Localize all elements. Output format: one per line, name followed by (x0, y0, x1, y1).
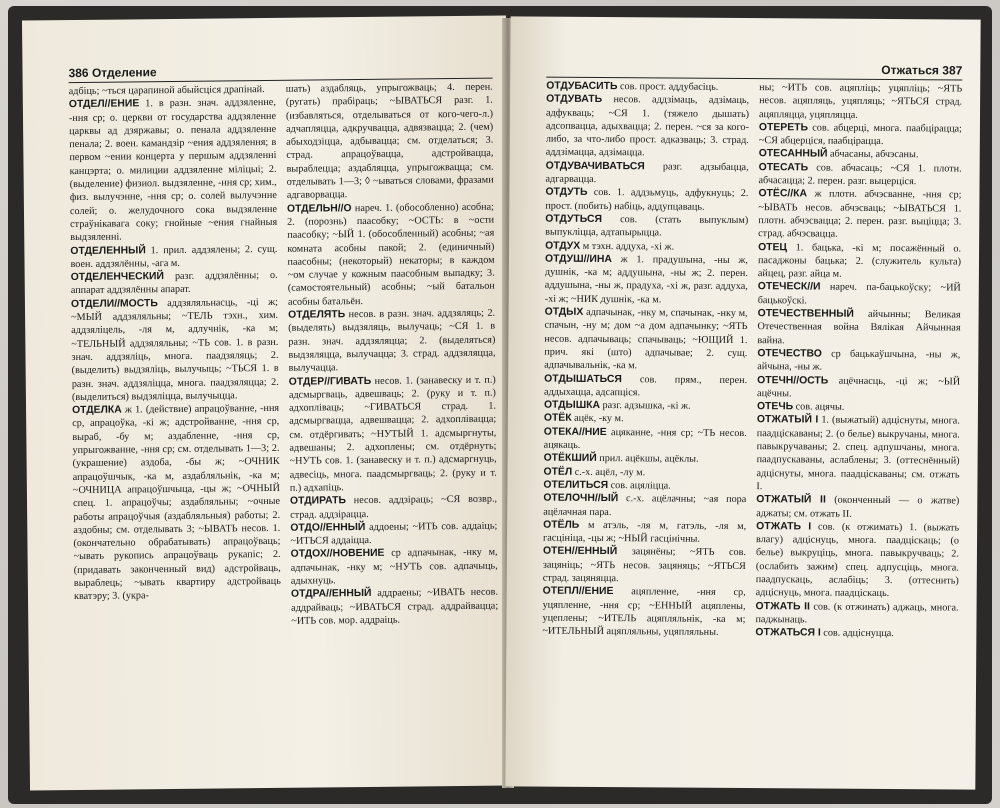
dictionary-entry: ОТДЕЛЬН//О нареч. 1. (обособленно) асобна; 2. (порознь) паасобку; ~ОСТЬ: в ~ости паасобку; ~ЫЙ 1. (обособленный) асобны; ~ая комната асобны пакой; 2. (единичный) паасобны; (некоторый) некаторы; в каждом ~ом случае у кожным паасобным выпадку; 3. (самостоятельный) асобны; ~ый батальон асобны батальён. (286, 201, 495, 308)
dictionary-entry: ОТЕЧЕСК//И нареч. па-бацькоўску; ~ИЙ бацькоўскі. (757, 281, 961, 307)
dictionary-entry: ОТЁКШИЙ прил. ацёкшы, ацёклы. (543, 452, 699, 466)
dictionary-entry: ОТЕСАТЬ сов. абчасаць; ~СЯ 1. плотн. абчасацца; 2. перен. разг. выцерціся. (758, 161, 962, 188)
dictionary-entry: ОТДЫШКА разг. адзышка, -кі ж. (543, 399, 691, 412)
dictionary-entry: адбіць; ~ться царапиной абыйсціся драпінай. (68, 84, 265, 98)
left-col-1 (69, 83, 283, 773)
dictionary-entry: ОТДУШ//ИНА ж 1. прадушына, -ны ж, душнік, -ка м; аддушына, -ны ж; 2. перен. аддушына, -ны ж, прадуха, -хі ж, разг. аддуха, -хі ж; ~НИК душнік, -ка м. (544, 253, 749, 306)
left-page-number: 386 (68, 65, 89, 81)
dictionary-entry: ОТДЕЛЕНЧЕСКИЙ разг. аддзялённы; о. аппарат аддзялённы апарат. (70, 270, 278, 297)
dictionary-entry: ОТЖАТЬСЯ I сов. адціснуцца. (755, 627, 894, 640)
dictionary-entry: ОТЁЛЬ м атэль, -ля м, гатэль, -ля м, гасцініца, -цы ж; ~НЫЙ гасцінічны. (543, 519, 747, 545)
dictionary-entry: ОТДЕЛЕННЫЙ 1. прил. аддзялены; 2. сущ. воен. аддзялённы, -ага м. (70, 243, 278, 270)
right-page-number: 387 (942, 63, 963, 78)
dictionary-entry: ОТДУТЬ сов. 1. аддзьмуць, адфукнуць; 2. прост. (побить) набіць, аддупцаваць. (545, 186, 749, 213)
dictionary-entry: ОТЕЦ 1. бацька, -кі м; посажённый о. пасаджоны бацька; 2. (служитель культа) айцец, разг. айца м. (757, 241, 962, 280)
dictionary-entry: ОТЖАТЫЙ II (оконченный — о жатве) аджаты; см. отжать II. (756, 494, 960, 520)
dictionary-entry: ОТЁС//КА ж плотн. абчэсванне, -ння ср; ~ЫВАТЬ несов. абчэсваць; ~ЫВАТЬСЯ 1. плотн. абчэсвацца; 2. перен. разг. выціцца; 3. страд. абчэсвацца. (758, 188, 962, 240)
dictionary-entry: ОТДУВАТЬ несов. аддзімаць, адзімаць, адфукваць; ~СЯ 1. (тяжело дышать) адсопвацца, адыхвацца; 2. перен. ~ся за кого-либо, за что-либо прост. адказваць; 3. страд. аддзімацца, адзімацца. (545, 93, 750, 159)
dictionary-entry: ОТЕПЛ//ЕНИЕ ацяпленне, -ння ср, уцяпленне, -ння ср; ~ЕННЫЙ ацяплены, уцеплены; ~ИТЕЛЬ ацяпляльнік, -ка м; ~ИТЕЛЬНЫЙ ацяпляльны, уцяпляльны. (542, 585, 746, 639)
dictionary-entry: ОТДОХ//НОВЕНИЕ ср адпачынак, -нку м, адпачынак, -нку м; ~НУТЬ сов. адпачыць, адыхнуць. (290, 546, 498, 587)
dictionary-entry: ОТЕЧН//ОСТЬ ацёчнасць, -ці ж; ~ЫЙ ацёчны. (757, 374, 961, 400)
dictionary-entry: ОТЕЧЕСТВО ср бацькаўшчына, -ны ж, айчына, -ны ж. (757, 348, 961, 373)
dictionary-entry: ОТДЕЛ//ЕНИЕ 1. в разн. знач. аддзяленне, -ння ср; о. церкви от государства аддзяленне царквы ад дзяржавы; о. пенала аддзяленне пенала; 2. воен. камандзір ~ения аддзялення; в первом ~ении концерта у першым аддзяленні канцэрта; о. милиции аддзяленне міліцыі; 2. (выделение) физиол. выдзяленне, -ння ср; хим., физ. вылучэнне, -ння ср; о. солей вылучэнне солей; о. желудочного сока выдзяленне страўнікавага соку; гнойные ~ения гнайныя выдзяленні. (68, 97, 278, 244)
dictionary-entry: ОТДРА//ЕННЫЙ аддраены; ~ИВАТЬ несов. аддрайваць; ~ИВАТЬСЯ страд. аддрайвацца; ~ИТЬ сов. мор. аддраіць. (290, 586, 499, 627)
dictionary-entry: ОТЕЧЬ сов. ацячы. (756, 401, 845, 413)
dictionary-entry: ОТДЕЛЯТЬ несов. в разн. знач. аддзяляць; 2. (выделять) выдзяляць, вылучаць; ~СЯ 1. в разн. знач. аддзяляцца; 2. (выделяться) выдзяляцца, вылучацца; 3. страд. аддзяляцца, вылучацца. (288, 307, 496, 375)
dictionary-entry: ОТЖАТЬ II сов. (к отжинать) аджаць, многа. паджынаць. (755, 600, 959, 626)
dictionary-entry: ОТДУХ м тэхн. аддуха, -хі ж. (545, 240, 675, 253)
dictionary-entry: ОТЕЛОЧН//ЫЙ с.-х. ацёлачны; ~ая пора ацёлачная пара. (543, 492, 747, 518)
book (8, 6, 992, 804)
dictionary-entry: ОТЁК ацёк, -ку м. (543, 413, 624, 425)
dictionary-entry: ОТЖАТЬ I сов. (к отжимать) 1. (выжать влагу) адціснуць, многа. паадціскаць; (о белье) выкруціць, многа. павыкручваць; 2. (ослабить зажим) спец. адпусціць, многа. паадпускаць, аслабіць; 3. (оттеснить) адціснуць, многа. паадціскаць. (755, 520, 960, 600)
dictionary-entry: ОТЕН//ЕННЫЙ зацянёны; ~ЯТЬ сов. зацяніць; ~ЯТЬ несов. зацяняць; ~ЯТЬСЯ страд. зацяняцца. (542, 545, 746, 585)
dictionary-entry: ОТДУБАСИТЬ сов. прост. аддубасіць. (546, 80, 719, 93)
right-col-2 (754, 81, 962, 770)
dictionary-entry: ОТЕЧЕСТВЕННЫЙ айчынны; Великая Отечественная война Вялікая Айчынная вайна. (757, 308, 961, 346)
right-col-1 (541, 80, 749, 769)
right-page-header (546, 61, 962, 81)
dictionary-entry: ОТДУТЬСЯ сов. (стать выпуклым) выпукліцца, адтапырыцца. (545, 213, 749, 239)
dictionary-entry: ОТДЫШАТЬСЯ сов. прям., перен. аддыхацца, адсапціся. (544, 373, 748, 399)
dictionary-entry: ОТДЕЛИ//МОСТЬ аддзяляльнасць, -ці ж; ~МЫЙ аддзяляльны; ~ТЕЛЬ тэхн., хим. аддзяліцель, -ля м, адлучнік, -ка м; ~ТЕЛЬНЫЙ аддзяляльны; ~ТЬ сов. 1. в разн. знач. аддзяліць, многа. паадзяляць; 2. (выделить) выдзяліць, вылучыць; ~ТЬСЯ 1. в разн. знач. аддзяліцца, многа. паадзяляцца; 2. (выделиться) выдзяліцца, вылучыцца. (70, 296, 279, 403)
dictionary-entry: ОТЕРЕТЬ сов. абцерці, многа. паабцірацца; ~СЯ абцерціся, паабцірацца. (758, 121, 962, 148)
dictionary-entry: ОТДО//ЕННЫЙ аддоены; ~ИТЬ сов. аддаіць; ~ИТЬСЯ аддаіцца. (290, 520, 498, 547)
left-page-header (68, 62, 492, 83)
dictionary-entry: ОТЕСАННЫЙ абчасаны, абчэсаны. (758, 148, 919, 161)
dictionary-entry: ОТДИРАТЬ несов. аддзіраць; ~СЯ возвр., страд. аддзірацца. (289, 493, 498, 521)
dictionary-entry: ОТДЕР//ГИВАТЬ несов. 1. (занавеску и т. п.) адсмыргваць, адвешваць; 2. (руку и т. п.) адхопліваць; ~ГИВАТЬСЯ страд. 1. адсмыргвацца, адвешвацца; 2. адхоплівацца; см. отдёргивать; ~НУТЫЙ 1. адсмыргнуты, адвешаны; 2. адхоплены; см. отдёрнуть; ~НУТЬ сов. 1. (занавеску и т. п.) адсмаргнуць, адвесіць, многа. паадсмыргваць; 2. (руку и т. п.) адхапіць. (288, 374, 497, 494)
right-page (505, 16, 980, 789)
dictionary-entry: ОТЁЛ с.-х. ацёл, -лу м. (543, 466, 646, 478)
right-running-head: Отжаться (881, 62, 940, 78)
left-running-head: Отделение (91, 65, 157, 80)
dictionary-entry: ОТДУВАЧИВАТЬСЯ разг. адзыбацца, адгарвацца. (545, 160, 749, 186)
left-page (22, 15, 514, 790)
dictionary-entry: шать) аздабляць, упрыгожваць; 4. перен. (ругать) прабіраць; ~ЫВАТЬСЯ разг. 1. (избавляться, отделываться от кого-чего-л.) адчапляцца, адкручвацца, адвязвацца; 2. (чем) абыходзіцца, адбывацца; см. отделаться; 3. страд. апрацоўвацца, адстройвацца, выраблецца; аздабляцца, упрыгожвацца; см. отделывать 1—3; ◊ ~ываться словами, фразами адгаворвацца. (285, 81, 494, 202)
dictionary-entry: ОТЖАТЫЙ I 1. (выжатый) адціснуты, многа. паадціскаваны; 2. (о белье) выкручаны, многа. павыкручаваны; 2. спец. адпушчаны, многа. паадпускаваны, аслаблены; 3. (оттеснённый) адціснуты, многа. паадціскаваны; см. отжать I. (756, 414, 960, 493)
left-col-2 (286, 81, 500, 771)
dictionary-entry: ОТЕЛИТЬСЯ сов. ацяліцца. (543, 479, 671, 492)
dictionary-entry: ны; ~ИТЬ сов. ацяпліць; уцяпліць; ~ЯТЬ несов. ацяпляць, уцяпляць; ~ЯТЬСЯ страд. ацяпляцца, уцяпляцца. (758, 82, 963, 121)
dictionary-entry: ОТДЕЛКА ж 1. (действие) апрацоўванне, -ння ср, апрацоўка, -кі ж; адстройванне, -ння ср, выраб, -бу м; аздабленне, -ння ср, упрыгожванне, -ння ср; см. отделывать 1—3; 2. (украшение) аздоба, -бы ж; ~ОЧНИК апрацоўшчык, -ка м, аздабляльнік, -ка м; ~ОЧНИЦА апрацоўшчыца, -цы ж; ~ОЧНЫЙ спец. 1. апрацоўчы; аздабляльны; ~очные работы апрацоўчыя (аздабляльныя) работы; 2. аздобны; см. отделывать 3; ~ЫВАТЬ несов. 1. (окончательно обрабатывать) апрацоўваць; ~ывать рукопись апрацоўваць рукапіс; 2. (придавать законченный вид) адстройваць, выраблець; ~ывать квартиру адстройваць кватэру; 3. (укра- (72, 403, 281, 603)
dictionary-entry: ОТЕКА//НИЕ ацяканне, -ння ср; ~ТЬ несов. ацякаць. (543, 426, 747, 451)
dictionary-entry: ОТДЫХ адпачынак, -нку м, спачынак, -нку м, спачын, -ну м; дом ~а дом адпачынку; ~ЯТЬ несов. адпачываць; спачываць; ~ЮЩИЙ 1. прич. які (што) адпачывае; 2. сущ. адпачывальнік, -ка м. (544, 306, 748, 372)
